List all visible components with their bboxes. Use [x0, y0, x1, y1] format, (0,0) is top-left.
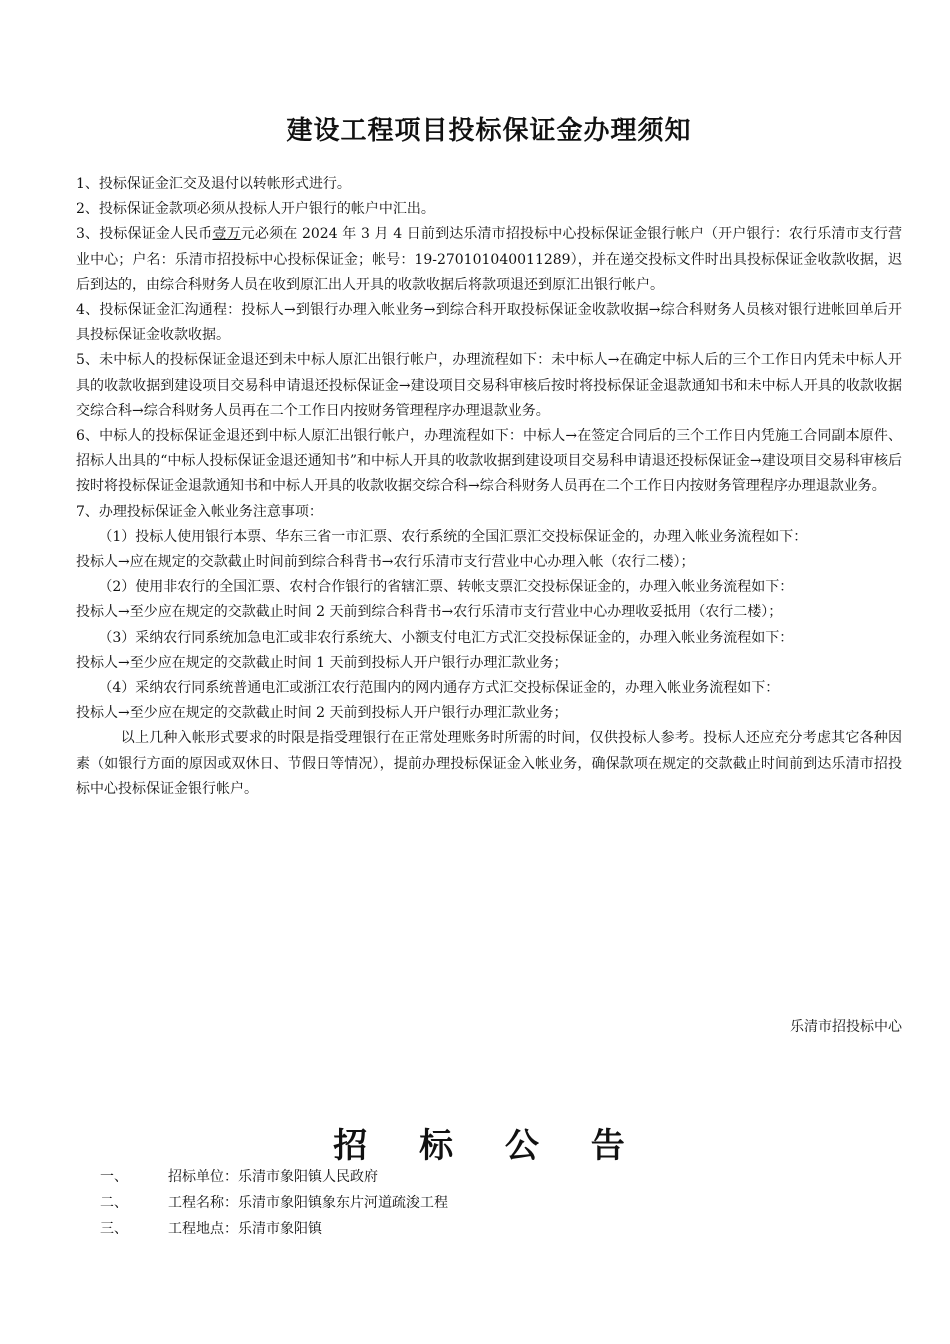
subitem-3-flow: 投标人→至少应在规定的交款截止时间 1 天前到投标人开户银行办理汇款业务； [76, 654, 568, 671]
paragraph-5: 5、未中标人的投标保证金退还到未中标人原汇出银行帐户，办理流程如下：未中标人→在确定中标人后的三个工作日内凭未中标人开具的收款收据到建设项目交易科申请退还投标保证金→建设项目交易科审核后按时将投标保证金退款通知书和未中标人开具的收款收据交综合科→综合科财务人员再在二个工作日内按财务管理程序办理退款业务。 [76, 352, 902, 419]
list-item-text: 招标单位：乐清市象阳镇人民政府 [168, 1169, 378, 1185]
subitem-4-flow: 投标人→至少应在规定的交款截止时间 2 天前到投标人开户银行办理汇款业务； [76, 705, 568, 722]
instructions-body [76, 172, 902, 802]
page-title: 建设工程项目投标保证金办理须知 [286, 116, 692, 146]
closing-paragraph: 以上几种入帐形式要求的时限是指受理银行在正常处理账务时所需的时间，仅供投标人参考。投标人还应充分考虑其它各种因素（如银行方面的原因或双休日、节假日等情况），提前办理投标保证金入帐业务，确保款项在规定的交款截止时间前到达乐清市招投标中心投标保证金银行帐户。 [76, 730, 902, 797]
subitem-1: （1）投标人使用银行本票、华东三省一市汇票、农行系统的全国汇票汇交投标保证金的，办理入帐业务流程如下： [98, 528, 808, 545]
list-item-text: 工程名称：乐清市象阳镇象东片河道疏浚工程 [168, 1195, 448, 1211]
notice-title: 招 标 公 告 [333, 1126, 645, 1166]
list-item-number: 一、 [100, 1169, 128, 1185]
paragraph-2: 2、投标保证金款项必须从投标人开户银行的帐户中汇出。 [76, 201, 435, 218]
subitem-2: （2）使用非农行的全国汇票、农村合作银行的省辖汇票、转帐支票汇交投标保证金的，办理入帐业务流程如下： [98, 579, 794, 596]
notice-list [100, 1164, 448, 1242]
paragraph-1: 1、投标保证金汇交及退付以转帐形式进行。 [76, 176, 351, 192]
list-item [100, 1190, 448, 1216]
paragraph-7: 7、办理投标保证金入帐业务注意事项： [76, 503, 323, 520]
list-item-number: 二、 [100, 1195, 128, 1211]
paragraph-3-lead: 3、投标保证金人民币 [76, 226, 213, 243]
signature: 乐清市招投标中心 [790, 1019, 902, 1035]
list-item [100, 1164, 448, 1190]
paragraph-6: 6、中标人的投标保证金退还到中标人原汇出银行帐户，办理流程如下：中标人→在签定合同后的三个工作日内凭施工合同副本原件、招标人出具的“中标人投标保证金退还通知书”和中标人开具的收款收据到建设项目交易科申请退还投标保证金→建设项目交易科审核后按时将投标保证金退款通知书和中标人开具的收款收据交综合科→综合科财务人员再在二个工作日内按财务管理程序办理退款业务。 [76, 428, 902, 495]
subitem-1-flow: 投标人→应在规定的交款截止时间前到综合科背书→农行乐清市支行营业中心办理入帐（农行二楼）； [76, 554, 695, 571]
list-item [100, 1216, 448, 1242]
subitem-3: （3）采纳农行同系统加急电汇或非农行系统大、小额支付电汇方式汇交投标保证金的，办理入帐业务流程如下： [98, 629, 794, 646]
subitem-4: （4）采纳农行同系统普通电汇或浙江农行范围内的网内通存方式汇交投标保证金的，办理入帐业务流程如下： [98, 680, 780, 697]
deposit-amount: 壹万 [212, 226, 241, 243]
list-item-text: 工程地点：乐清市象阳镇 [168, 1221, 322, 1237]
paragraph-3-rest: 元必须在 2024 年 3 月 4 日前到达乐清市招投标中心投标保证金银行帐户（开户银行：农行乐清市支行营业中心；户名：乐清市招投标中心投标保证金；帐号：19-270101040011289），并在递交投标文件时出具投标保证金收款收据，迟后到达的，由综合科财务人员在收到原汇出人开具的收款收据后将款项退还到原汇出银行帐户。 [76, 226, 902, 293]
list-item-number: 三、 [100, 1221, 128, 1237]
paragraph-4: 4、投标保证金汇沟通程：投标人→到银行办理入帐业务→到综合科开取投标保证金收款收据→综合科财务人员核对银行进帐回单后开具投标保证金收款收据。 [76, 302, 902, 344]
paragraph-3 [76, 222, 902, 298]
subitem-2-flow: 投标人→至少应在规定的交款截止时间 2 天前到综合科背书→农行乐清市支行营业中心办理收妥抵用（农行二楼）； [76, 604, 783, 621]
